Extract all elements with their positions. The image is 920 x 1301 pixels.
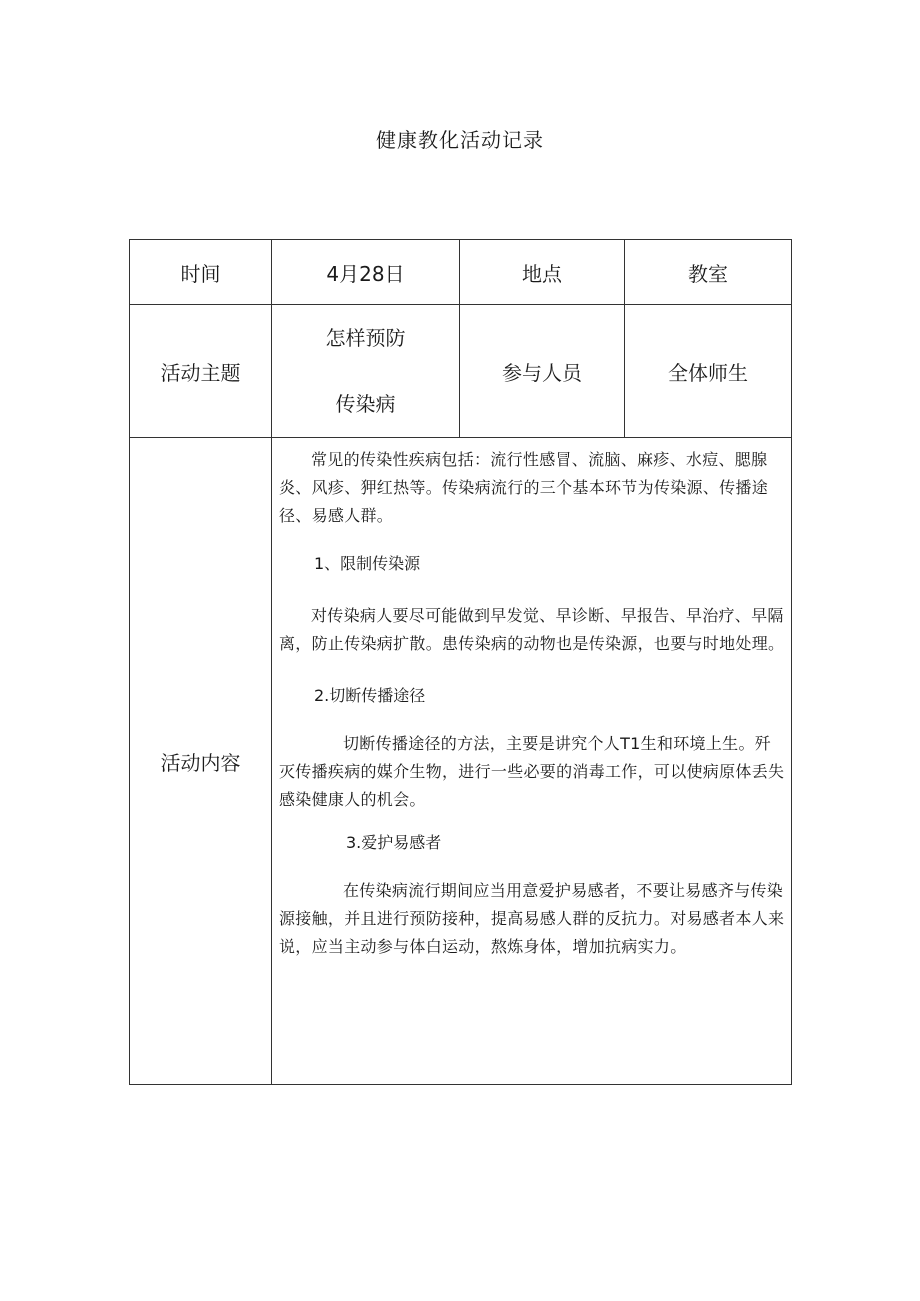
theme-value [272, 305, 460, 438]
theme-value-line1: 怎样预防 [325, 326, 406, 350]
section1-heading: 1、限制传染源 [314, 554, 421, 573]
content-body [272, 438, 792, 1085]
document-title: 健康教化活动记录 [376, 128, 544, 152]
theme-label: 活动主题 [130, 305, 272, 438]
place-value: 教室 [625, 240, 792, 305]
place-label: 地点 [460, 240, 625, 305]
section3-paragraph: 在传染病流行期间应当用意爱护易感者，不要让易感齐与传染源接触，并且进行预防接种，提高易感人群的反抗力。对易感者本人来说，应当主动参与体白运动，熬炼身体，增加抗病实力。 [279, 881, 785, 956]
time-label: 时间 [130, 240, 272, 305]
section1-paragraph: 对传染病人要尽可能做到早发觉、早诊断、早报告、早治疗、早隔离，防止传染病扩散。患传染病的动物也是传染源，也要与时地处理。 [279, 606, 785, 653]
section3-heading: 3.爱护易感者 [346, 833, 442, 852]
participants-value: 全体师生 [625, 305, 792, 438]
activity-record-table [129, 239, 792, 1085]
table-row-time [130, 240, 792, 305]
participants-label: 参与人员 [460, 305, 625, 438]
time-value: 4月28日 [272, 240, 460, 305]
theme-value-line2: 传染病 [335, 392, 396, 416]
intro-paragraph: 常见的传染性疾病包括：流行性感冒、流脑、麻疹、水痘、腮腺炎、风疹、狎红热等。传染病流行的三个基本环节为传染源、传播途径、易感人群。 [279, 450, 769, 525]
section2-paragraph: 切断传播途径的方法，主要是讲究个人T1生和环境上生。歼灭传播疾病的媒介生物，进行一些必要的消毒工作，可以使病原体丢失感染健康人的机会。 [279, 734, 785, 809]
table-row-theme [130, 305, 792, 438]
section2-heading: 2.切断传播途径 [314, 686, 426, 705]
table-row-content [130, 438, 792, 1085]
content-label: 活动内容 [130, 438, 272, 1085]
